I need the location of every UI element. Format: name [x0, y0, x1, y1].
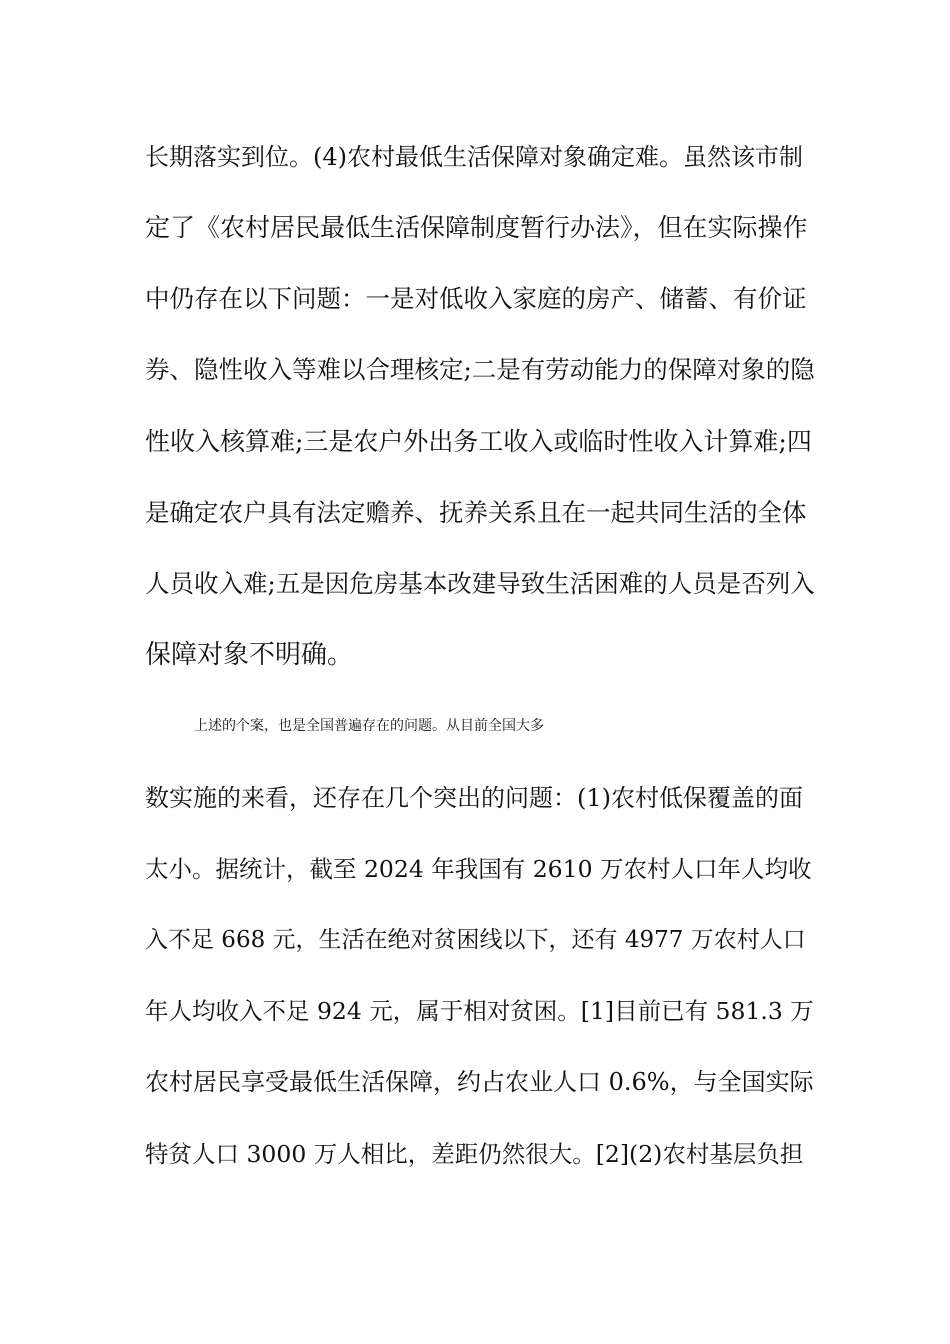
text-line: 定了《农村居民最低生活保障制度暂行办法》，但在实际操作: [145, 213, 808, 242]
text-line: 性收入核算难;三是农户外出务工收入或临时性收入计算难;四: [145, 427, 812, 456]
text-line: 特贫人口 3000 万人相比，差距仍然很大。[2](2)农村基层负担: [145, 1140, 804, 1168]
text-line: 农村居民享受最低生活保障，约占农业人口 0.6%，与全国实际: [145, 1068, 814, 1096]
text-line: 是确定农户具有法定赡养、抚养关系且在一起共同生活的全体: [145, 498, 807, 527]
text-line: 年人均收入不足 924 元，属于相对贫困。[1]目前已有 581.3 万: [145, 997, 814, 1025]
text-line: 中仍存在以下问题：一是对低收入家庭的房产、储蓄、有价证: [145, 284, 807, 313]
text-line: 入不足 668 元，生活在绝对贫困线以下，还有 4977 万农村人口: [145, 927, 806, 953]
text-line: 保障对象不明确。: [145, 640, 354, 670]
text-line: 券、隐性收入等难以合理核定;二是有劳动能力的保障对象的隐: [145, 355, 815, 384]
text-line-indented: 上述的个案，也是全国普遍存在的问题。从目前全国大多: [194, 718, 544, 734]
text-line: 数实施的来看，还存在几个突出的问题：(1)农村低保覆盖的面: [145, 784, 803, 812]
text-line: 人员收入难;五是因危房基本改建导致生活困难的人员是否列入: [145, 569, 815, 598]
text-line: 太小。据统计，截至 2024 年我国有 2610 万农村人口年人均收: [145, 855, 812, 883]
text-line: 长期落实到位。(4)农村最低生活保障对象确定难。虽然该市制: [145, 143, 803, 171]
